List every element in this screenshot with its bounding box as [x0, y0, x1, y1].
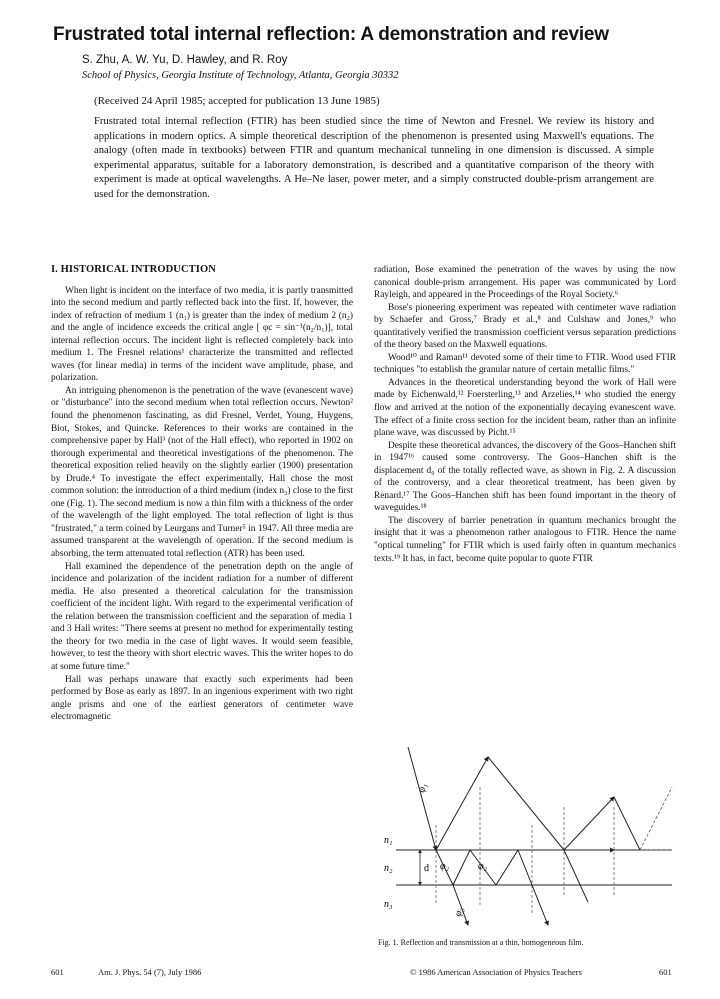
reflected-ray [488, 757, 564, 850]
label-d: d [424, 863, 429, 874]
label-n2: n₂ [384, 863, 393, 874]
journal-citation: Am. J. Phys. 54 (7), July 1986 [98, 967, 202, 977]
label-n3: n₃ [384, 899, 393, 910]
film-ray [453, 850, 470, 885]
page-number-right: 601 [659, 967, 672, 977]
right-column [374, 264, 676, 565]
page-number-left: 601 [51, 967, 64, 977]
label-phi2-right: φ₂ [478, 861, 488, 872]
paragraph: Hall examined the dependence of the penetration depth on the angle of incidence and polarization of the incident radiation for a number of different media. He also presented a theoretical calculation for the transmission coefficient of the incident light. With regard to the experimental verification of the relation between the transmission coefficient and the separation of media 1 and 3 Hall writes: "There seems at present no method for experimentally testing the theory for two media in the case of light waves. It would seem feasible, however, to test the theory with short electric waves. This the writer hopes to do at some future time." [51, 561, 353, 672]
paragraph: Wood¹⁰ and Raman¹¹ devoted some of their time to FTIR. Wood used FTIR techniques "to establish the granular nature of certain metallic films." [374, 352, 676, 376]
film-ray [496, 850, 518, 885]
incident-ray [408, 747, 436, 850]
paper-title: Frustrated total internal reflection: A demonstration and review [53, 24, 609, 45]
paragraph: Hall was perhaps unaware that exactly such experiments had been performed by Bose as early as 1897. In an ingenious experiment with two right angle prisms and one of the earliest generators of centimeter wave electromagnetic [51, 674, 353, 723]
film-ray [518, 850, 532, 885]
paragraph: The discovery of barrier penetration in quantum mechanics brought the insight that it was a phenomenon rather analogous to FTIR. Hence the name "optical tunneling" for FTIR which is used fairly often in quantum mechanics texts.¹⁹ It has, in fact, become quite popular to quote FTIR [374, 515, 676, 564]
transmitted-ray [564, 850, 588, 902]
label-phi3: φ₃ [452, 905, 466, 919]
label-phi1: φ₁ [416, 782, 430, 794]
figure-caption: Fig. 1. Reflection and transmission at a thin, homogeneous film. [378, 938, 584, 947]
paragraph: Advances in the theoretical understanding beyond the work of Hall were made by Eichenwald,¹² Foersterling,¹³ and Arzelies,¹⁴ who studied the energy flow and arrived at the notion of the exponentially decaying evanescent wave. The effect of a finite cross section for the incident beam, rather than an infinite plane wave, was discussed by Picht.¹⁵ [374, 377, 676, 439]
paragraph: Bose's pioneering experiment was repeated with centimeter wave radiation by Schaefer and Gross,⁷ Brady et al.,⁸ and Culshaw and Jones,⁹ who quantitatively verified the transmission coefficient versus separation predictions of the theory based on the Maxwell equations. [374, 302, 676, 351]
paragraph: When light is incident on the interface of two media, it is partly transmitted into the second medium and partly reflected back into the first. If, however, the index of refraction of medium 1 (n₁) is greater than the index of medium 2 (n₂) and the angle of incidence exceeds the critical angle [ φc = sin⁻¹(n₂/n₁)], total internal reflection occurs. The incident light is reflected completely back into medium 1. The Fresnel relations¹ characterize the transmitted and reflected waves (for linear media) in terms of the incident wave amplitude, phase, and polarization. [51, 285, 353, 384]
paragraph: Despite these theoretical advances, the discovery of the Goos–Hanchen shift in 1947¹⁶ caused some controversy. The Goos–Hanchen shift is the displacement d₀ of the totally reflected wave, as shown in Fig. 2. A discussion of the controversy, and a clear theoretical treatment, has been given by Renard.¹⁷ The Goos–Hanchen shift has been found important in the theory of waveguides.¹⁸ [374, 440, 676, 514]
transmitted-ray [453, 885, 468, 925]
author-list: S. Zhu, A. W. Yu, D. Hawley, and R. Roy [82, 54, 288, 66]
abstract: Frustrated total internal reflection (FTIR) has been studied since the time of Newton and Fresnel. We review its history and applications in modern optics. A simple theoretical description of the phenomenon is presented using Maxwell's equations. The analogy (often made in textbooks) between FTIR and quantum mechanical tunneling in one dimension is discussed. A simple experimental apparatus, suitable for a laboratory demonstration, is described and a quantitative comparison of the theory with experiment is made at optical wavelengths. A He–Ne laser, power meter, and a simply constructed double-prism arrangement are used for the demonstration. [94, 116, 654, 200]
reflected-ray [614, 797, 640, 850]
affiliation: School of Physics, Georgia Institute of Technology, Atlanta, Georgia 30332 [82, 70, 399, 81]
reflected-ray [564, 797, 614, 850]
paragraph: radiation, Bose examined the penetration of the waves by using the now canonical double-prism arrangement. His paper was communicated by Lord Rayleigh, and appeared in the Proceedings of the Royal Society.⁶ [374, 265, 676, 301]
reflected-ray-dashed [640, 787, 672, 850]
label-phi2-left: φ₂ [440, 861, 450, 872]
section-heading: I. HISTORICAL INTRODUCTION [51, 264, 216, 275]
left-column [51, 264, 353, 724]
figure-thin-film-diagram [378, 747, 684, 932]
transmitted-ray [532, 885, 548, 925]
paragraph: An intriguing phenomenon is the penetration of the wave (evanescent wave) or "disturbance" into the second medium when total reflection occurs. Newton² found the phenomenon fascinating, as did Fresnel, Verdet, Young, Huygens, Biot, Stokes, and Quincke. References to their works are contained in the comprehensive paper by Hall³ (not of the Hall effect), who reported in 1902 on thorough experimental and theoretical investigations of the phenomenon. The theoretical exposition relied heavily on the slightly earlier (1900) presentation by Drude.⁴ To investigate the effect experimentally, Hall chose the most common solution: the introduction of a third medium (index n₃) close to the first one (Fig. 1). The second medium is now a thin film with a thickness of the order of the wavelength of the light employed. The total reflection of light is thus "frustrated," a term coined by Leurgans and Turner⁵ in 1947. All three media are assumed transparent at the wavelength of operation. If the second medium is absorbing, the term attenuated total reflection (ATR) has been used. [51, 385, 353, 560]
label-n1: n₁ [384, 835, 393, 846]
received-date: (Received 24 April 1985; accepted for publication 13 June 1985) [94, 95, 380, 107]
copyright-notice: © 1986 American Association of Physics Teachers [410, 967, 582, 977]
